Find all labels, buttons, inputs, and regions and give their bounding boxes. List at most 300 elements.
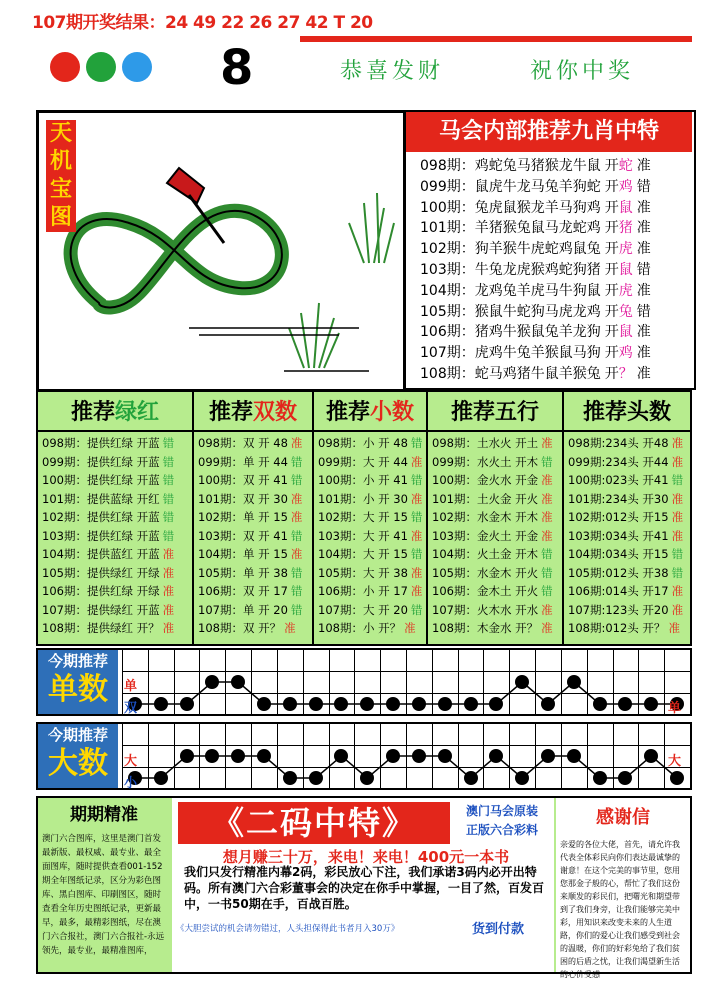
- row-text: 106期：小 开 17: [318, 584, 408, 598]
- zodiac-hit: 鼠: [618, 324, 633, 341]
- zodiac-period: 098期：: [420, 158, 475, 174]
- odd-end-tag: 单: [668, 701, 682, 716]
- trend-dot: [670, 771, 684, 785]
- trend-dot: [567, 675, 581, 689]
- row-result: 准: [290, 436, 303, 450]
- row-result: 错: [290, 473, 303, 487]
- recommendation-row: [568, 619, 690, 638]
- thanks-title: 感谢信: [596, 807, 650, 828]
- recommendation-row: [198, 434, 314, 453]
- nine-zodiac-list: [420, 156, 690, 385]
- zodiac-hit: 虎: [618, 282, 633, 299]
- header-divider: [300, 36, 692, 42]
- chart-label-small: 今期推荐: [47, 726, 108, 744]
- row-text: 098期：双 开 48: [198, 436, 288, 450]
- header-highlight: 双数: [253, 399, 298, 425]
- row-result: 准: [404, 621, 416, 635]
- zodiac-period: 104期：: [420, 282, 475, 299]
- row-text: 106期：提供红绿 开绿: [42, 584, 160, 598]
- row-result: 准: [671, 491, 684, 506]
- row-result: 准: [410, 454, 423, 469]
- recommendation-row: [432, 471, 562, 490]
- recommendation-row: [42, 601, 192, 620]
- recommendation-row: [42, 527, 192, 546]
- row-text: 105期：大 开 38: [318, 565, 408, 580]
- zodiac-picks: 鸡蛇兔马猪猴龙牛鼠: [474, 158, 601, 174]
- recommendation-row: [318, 564, 428, 583]
- trend-dot: [412, 749, 426, 763]
- zodiac-picks: 蛇马鸡猪牛鼠羊猴兔: [474, 365, 601, 382]
- zodiac-period: 108期：: [420, 365, 475, 382]
- row-result: 错: [410, 473, 423, 487]
- row-text: 103期：双 开 41: [198, 528, 288, 543]
- zodiac-hit: 兔: [618, 303, 633, 320]
- row-result: 错: [162, 436, 175, 450]
- green-red-list: [42, 434, 192, 638]
- trend-dot: [309, 771, 323, 785]
- row-result: 错: [290, 565, 303, 580]
- accuracy-panel: [38, 798, 170, 972]
- chart-label-big: 单数: [48, 672, 108, 707]
- zodiac-result: 准: [636, 199, 651, 216]
- zodiac-row: [420, 322, 690, 343]
- trend-dot: [283, 697, 297, 711]
- heads-header: 推荐头数: [564, 392, 690, 432]
- big-tag: 大: [124, 754, 138, 769]
- five-elements-header: 推荐五行: [428, 392, 564, 432]
- row-result: 错: [671, 565, 684, 580]
- row-result: 准: [541, 602, 553, 617]
- trend-dot: [154, 771, 168, 785]
- row-text: 100期：双 开 41: [198, 473, 288, 487]
- nine-zodiac-title: 马会内部推荐九肖中特: [406, 112, 692, 152]
- trend-dot: [386, 697, 400, 711]
- row-text: 108期：双 开？: [198, 621, 282, 635]
- row-result: 准: [668, 621, 680, 635]
- row-text: 104期：火土金 开木: [432, 547, 539, 561]
- row-result: 错: [410, 602, 423, 617]
- zodiac-period: 102期：: [420, 241, 475, 258]
- cash-on-delivery: 货到付款: [472, 922, 525, 937]
- row-text: 103期：大 开 41: [318, 528, 408, 543]
- recommendation-row: [198, 471, 314, 490]
- row-result: 准: [410, 565, 423, 580]
- recommendation-row: [198, 490, 314, 509]
- grid-line: [690, 650, 691, 714]
- zodiac-hit: 鸡: [618, 345, 633, 362]
- zodiac-period: 107期：: [420, 345, 475, 362]
- recommendation-row: [42, 619, 192, 638]
- row-text: 107期：火木水 开水: [432, 602, 539, 617]
- row-text: 106期：双 开 17: [198, 584, 288, 598]
- green-ball-icon: [86, 52, 116, 82]
- zodiac-hit: 蛇: [618, 158, 633, 174]
- small-tag: 小: [124, 776, 138, 791]
- accuracy-title: 期期精准: [70, 805, 138, 825]
- row-text: 108期：木金水 开？: [432, 621, 539, 635]
- odd-tag: 单: [124, 679, 138, 694]
- zodiac-open-label: 开: [604, 220, 619, 237]
- trend-dot: [283, 771, 297, 785]
- draw-result-title: 107期开奖结果：24 49 22 26 27 42 T 20: [32, 13, 373, 33]
- row-result: 准: [162, 602, 175, 617]
- greeting-win: 祝你中奖: [530, 59, 635, 84]
- zodiac-period: 101期：: [420, 220, 475, 237]
- row-result: 准: [410, 528, 423, 543]
- trend-dot: [438, 749, 452, 763]
- recommendation-row: [198, 564, 314, 583]
- recommendation-row: [198, 527, 314, 546]
- row-text: 099期：大 开 44: [318, 454, 408, 469]
- recommendation-row: [432, 601, 562, 620]
- recommendation-row: [42, 434, 192, 453]
- row-text: 107期：大 开 20: [318, 602, 408, 617]
- row-text: 105期：提供绿红 开绿: [42, 565, 160, 580]
- zodiac-hit: 鸡: [618, 178, 633, 195]
- row-result: 错: [162, 454, 175, 469]
- zodiac-row: [420, 281, 690, 302]
- column-divider: [426, 432, 428, 644]
- row-result: 错: [541, 454, 553, 469]
- zodiac-row: [420, 218, 690, 239]
- recommendation-row: [318, 490, 428, 509]
- row-result: 错: [290, 602, 303, 617]
- row-text: 108期:012头 开？: [568, 621, 666, 635]
- zodiac-open-label: 开: [604, 241, 619, 258]
- row-result: 错: [541, 547, 553, 561]
- row-text: 104期:034头 开15: [568, 547, 669, 561]
- recommendation-row: [568, 582, 690, 601]
- grid-line: [690, 724, 691, 788]
- row-result: 准: [290, 510, 303, 524]
- recommendation-row: [198, 619, 314, 638]
- greeting-prosperity: 恭喜发财: [340, 59, 445, 84]
- row-result: 错: [290, 528, 303, 543]
- row-result: 错: [410, 436, 423, 450]
- zodiac-result: 准: [636, 158, 651, 174]
- book-slogan: 想月赚三十万，来电！来电！400元一本书: [222, 848, 510, 866]
- recommendation-row: [42, 490, 192, 509]
- row-text: 105期:012头 开38: [568, 565, 669, 580]
- zodiac-picks: 羊猪猴兔鼠马龙蛇鸡: [474, 220, 601, 237]
- book-description: 我们只发行精准内幕2码，彩民放心下注，我们承诺3码内必开出特码。所有澳门六合彩董事会的决定在你手中掌握，一目了然，百发百中，一书50期在手，百战百胜。: [184, 865, 545, 911]
- thanks-text: 亲爱的各位大佬，首先，请允许我代表全体彩民向你们表达最诚挚的谢意！在这个完美的事节里，您用您那金子般的心，帮忙了我们这份来顺发的彩民们，把曙光和期望带到了我们身旁，让我们能够完美中彩，用知识来改变未来的人生道路，你们的爱心让我们感受到社会的温暖，你们的好彩兔给了我们贫困的后盾之忧，让我们渴望新生活的心价受感: [560, 840, 680, 979]
- row-result: 错: [541, 565, 553, 580]
- recommendation-row: [432, 434, 562, 453]
- recommendation-row: [318, 545, 428, 564]
- recommendation-row: [42, 453, 192, 472]
- row-result: 错: [671, 473, 684, 487]
- trend-dot: [412, 697, 426, 711]
- zodiac-row: [420, 177, 690, 198]
- row-result: 错: [410, 510, 423, 524]
- zodiac-open-label: 开: [604, 303, 619, 320]
- chart-label-small: 今期推荐: [47, 652, 108, 670]
- issue-number: 8: [220, 40, 254, 96]
- recommendation-row: [568, 508, 690, 527]
- recommendation-row: [432, 582, 562, 601]
- row-result: 错: [162, 528, 175, 543]
- recommendation-row: [198, 545, 314, 564]
- recommendation-row: [318, 434, 428, 453]
- row-result: 准: [541, 473, 553, 487]
- header-highlight: 小数: [370, 399, 415, 425]
- blue-ball-icon: [122, 52, 152, 82]
- zodiac-row: [420, 302, 690, 323]
- row-result: 准: [541, 436, 553, 450]
- row-result: 错: [162, 473, 175, 487]
- zodiac-open-label: 开: [604, 158, 619, 174]
- row-text: 105期：单 开 38: [198, 565, 288, 580]
- row-result: 错: [671, 547, 684, 561]
- five-elements-list: [432, 434, 562, 638]
- zodiac-result: 准: [636, 345, 651, 362]
- zodiac-period: 100期：: [420, 199, 475, 216]
- zodiac-row: [420, 156, 690, 177]
- recommendation-row: [318, 601, 428, 620]
- recommendation-row: [42, 582, 192, 601]
- zodiac-picks: 猪鸡牛猴鼠兔羊龙狗: [474, 324, 601, 341]
- row-text: 104期：提供蓝红 开蓝: [42, 547, 160, 561]
- row-result: 准: [541, 621, 553, 635]
- heads-list: [568, 434, 690, 638]
- zodiac-result: 准: [636, 282, 651, 299]
- row-text: 101期:234头 开30: [568, 491, 669, 506]
- odd-even-header: [194, 392, 314, 432]
- row-result: 准: [671, 528, 684, 543]
- recommendation-row: [318, 471, 428, 490]
- recommendation-row: [318, 453, 428, 472]
- recommendation-row: [42, 471, 192, 490]
- row-text: 100期:023头 开41: [568, 473, 669, 487]
- recommendation-row: [568, 545, 690, 564]
- row-result: 错: [162, 491, 175, 506]
- row-result: 准: [541, 510, 553, 524]
- header-prefix: 推荐: [325, 399, 370, 425]
- row-text: 106期：金木土 开火: [432, 584, 539, 598]
- recommendation-row: [318, 527, 428, 546]
- column-divider: [312, 432, 314, 644]
- recommendation-row: [568, 490, 690, 509]
- zodiac-result: 错: [636, 261, 651, 278]
- big-small-chart-label: [38, 724, 118, 788]
- recommendation-row: [198, 601, 314, 620]
- zodiac-picks: 龙鸡兔羊虎马牛狗鼠: [474, 282, 601, 299]
- row-text: 098期：提供红绿 开蓝: [42, 436, 160, 450]
- green-red-header: [38, 392, 194, 432]
- zodiac-open-label: 开: [604, 324, 619, 341]
- row-text: 103期:034头 开41: [568, 528, 669, 543]
- recommendation-row: [432, 527, 562, 546]
- row-text: 103期：金火土 开金: [432, 528, 539, 543]
- zodiac-row: [420, 239, 690, 260]
- row-text: 107期：提供绿红 开蓝: [42, 602, 160, 617]
- row-text: 107期：单 开 20: [198, 602, 288, 617]
- row-result: 错: [290, 454, 303, 469]
- column-divider: [192, 432, 194, 644]
- row-result: 准: [410, 491, 423, 506]
- zodiac-hit: 鼠: [618, 199, 633, 216]
- trend-dot: [541, 697, 555, 711]
- zodiac-period: 103期：: [420, 261, 475, 278]
- zodiac-hit: 鼠: [618, 261, 633, 278]
- row-result: 错: [410, 547, 423, 561]
- recommendation-row: [42, 508, 192, 527]
- recommendation-row: [568, 471, 690, 490]
- recommendation-row: [432, 490, 562, 509]
- zodiac-picks: 兔虎鼠猴龙羊马狗鸡: [474, 199, 601, 216]
- recommendation-row: [568, 564, 690, 583]
- recommendation-row: [198, 582, 314, 601]
- row-text: 099期：提供红绿 开蓝: [42, 454, 160, 469]
- zodiac-hit: ？: [618, 365, 633, 382]
- row-result: 准: [284, 621, 296, 635]
- trend-dot: [257, 749, 271, 763]
- zodiac-hit: 虎: [618, 241, 633, 258]
- row-text: 102期：提供红绿 开蓝: [42, 510, 160, 524]
- odd-even-list: [198, 434, 314, 638]
- trend-dot: [593, 697, 607, 711]
- row-result: 准: [162, 565, 175, 580]
- header-prefix: 推荐: [208, 399, 253, 425]
- row-text: 102期:012头 开15: [568, 510, 669, 524]
- trend-dot: [464, 771, 478, 785]
- zodiac-open-label: 开: [604, 365, 619, 382]
- row-text: 098期:234头 开48: [568, 436, 669, 450]
- thanks-panel: [556, 798, 690, 979]
- row-result: 准: [541, 491, 553, 506]
- book-banner: 《二码中特》: [178, 802, 450, 844]
- recommendation-row: [568, 601, 690, 620]
- zodiac-hit: 猪: [618, 220, 633, 237]
- big-small-grid: [122, 724, 690, 788]
- trend-dot: [257, 697, 271, 711]
- trend-dot: [541, 749, 555, 763]
- trend-dot: [567, 749, 581, 763]
- zodiac-period: 105期：: [420, 303, 475, 320]
- row-text: 102期：水金木 开木: [432, 510, 539, 524]
- recommendation-row: [432, 453, 562, 472]
- trend-dot: [464, 697, 478, 711]
- recommendation-row: [432, 545, 562, 564]
- row-result: 准: [290, 491, 303, 506]
- recommendation-row: [318, 508, 428, 527]
- row-result: 错: [162, 510, 175, 524]
- recommendation-row: [432, 564, 562, 583]
- recommendation-row: [568, 453, 690, 472]
- odd-even-grid: [122, 650, 690, 714]
- zodiac-row: [420, 260, 690, 281]
- recommendation-row: [42, 545, 192, 564]
- zodiac-result: 准: [636, 241, 651, 258]
- row-result: 准: [162, 584, 175, 598]
- zodiac-open-label: 开: [604, 282, 619, 299]
- row-text: 104期：大 开 15: [318, 547, 408, 561]
- zodiac-picks: 猴鼠牛蛇狗马虎龙鸡: [474, 303, 601, 320]
- publisher-label: [452, 802, 552, 840]
- row-result: 错: [541, 584, 553, 598]
- trend-dot: [309, 697, 323, 711]
- zodiac-open-label: 开: [604, 345, 619, 362]
- row-text: 099期:234头 开44: [568, 454, 669, 469]
- row-result: 准: [290, 547, 303, 561]
- recommendation-row: [198, 453, 314, 472]
- book-footnote: 《大胆尝试的机会请勿错过，人头担保得此书者月入30万》: [176, 924, 400, 934]
- small-list: [318, 434, 428, 638]
- row-result: 准: [541, 528, 553, 543]
- row-text: 101期：提供蓝绿 开红: [42, 491, 160, 506]
- zodiac-row: [420, 364, 690, 385]
- small-header: [314, 392, 428, 432]
- trend-dot: [386, 749, 400, 763]
- header-prefix: 推荐: [70, 399, 115, 425]
- red-ball-icon: [50, 52, 80, 82]
- publisher-line-1: 澳门马会原装: [465, 804, 538, 818]
- row-text: 107期:123头 开20: [568, 602, 669, 617]
- recommendation-row: [432, 619, 562, 638]
- row-result: 准: [671, 436, 684, 450]
- row-text: 102期：单 开 15: [198, 510, 288, 524]
- recommendation-row: [42, 564, 192, 583]
- row-text: 106期:014头 开17: [568, 584, 669, 598]
- zodiac-result: 准: [636, 220, 651, 237]
- recommendation-row: [432, 508, 562, 527]
- zodiac-result: 错: [636, 178, 651, 195]
- riddle-picture: [36, 110, 406, 392]
- zodiac-row: [420, 198, 690, 219]
- trend-dot: [180, 697, 194, 711]
- trend-dot: [438, 697, 452, 711]
- row-text: 099期：水火土 开木: [432, 454, 539, 469]
- row-text: 099期：单 开 44: [198, 454, 288, 469]
- row-text: 103期：提供红绿 开蓝: [42, 528, 160, 543]
- even-tag: 双: [124, 701, 138, 716]
- trend-dot: [180, 749, 194, 763]
- header-highlight: 绿红: [115, 399, 160, 425]
- zodiac-open-label: 开: [604, 178, 619, 195]
- zodiac-picks: 虎鸡牛兔羊猴鼠马狗: [474, 345, 601, 362]
- trend-dot: [154, 697, 168, 711]
- recommendation-row: [568, 527, 690, 546]
- infinity-sketch: [39, 113, 403, 389]
- row-text: 101期：双 开 30: [198, 491, 288, 506]
- recommendation-row: [318, 582, 428, 601]
- zodiac-open-label: 开: [604, 199, 619, 216]
- column-divider: [562, 432, 564, 644]
- zodiac-result: 准: [636, 324, 651, 341]
- odd-even-chart-label: [38, 650, 118, 714]
- row-text: 098期：土水火 开土: [432, 436, 539, 450]
- row-text: 108期：小 开？: [318, 621, 402, 635]
- row-text: 100期：提供红绿 开蓝: [42, 473, 160, 487]
- row-result: 准: [671, 584, 684, 598]
- row-text: 098期：小 开 48: [318, 436, 408, 450]
- row-text: 102期：大 开 15: [318, 510, 408, 524]
- row-text: 108期：提供绿红 开？: [42, 621, 160, 635]
- row-text: 105期：水金木 开火: [432, 565, 539, 580]
- picture-title: 天机宝图: [46, 120, 76, 232]
- trend-dot: [593, 771, 607, 785]
- zodiac-open-label: 开: [604, 261, 619, 278]
- zodiac-result: 错: [636, 303, 651, 320]
- row-result: 准: [162, 621, 175, 635]
- row-result: 准: [671, 602, 684, 617]
- row-text: 101期：小 开 30: [318, 491, 408, 506]
- zodiac-picks: 狗羊猴牛虎蛇鸡鼠兔: [474, 241, 601, 258]
- row-result: 准: [162, 547, 175, 561]
- row-text: 101期：土火金 开火: [432, 491, 539, 506]
- recommendation-row: [318, 619, 428, 638]
